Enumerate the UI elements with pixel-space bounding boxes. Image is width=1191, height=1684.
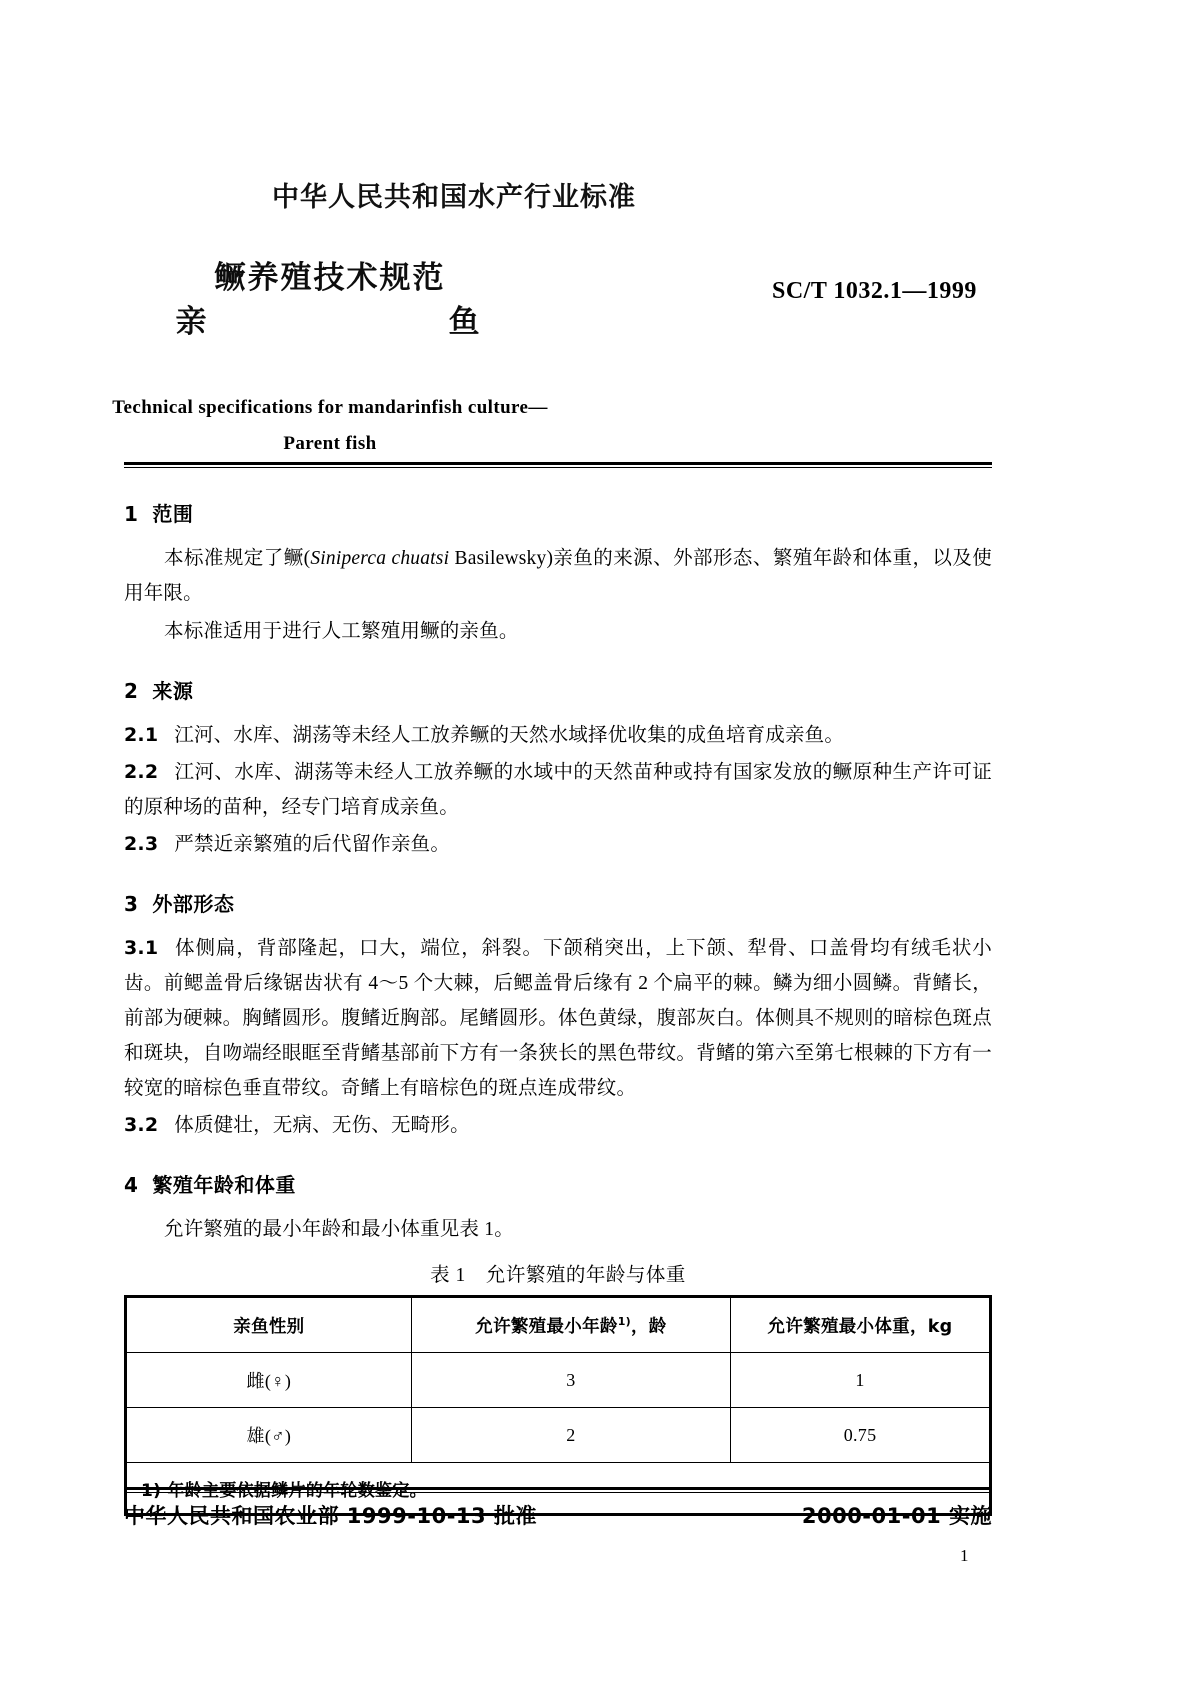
table-footnote: 1) 年龄主要依据鳞片的年轮数鉴定。	[127, 1463, 990, 1514]
table-caption	[124, 1259, 992, 1287]
section-heading-breeding	[124, 1169, 992, 1198]
scope-paragraph-1	[124, 541, 992, 611]
page-number: 1	[960, 1546, 969, 1565]
section-title-4: 繁殖年龄和体重	[152, 1173, 296, 1197]
title-row	[0, 256, 1191, 366]
table-header-min-age	[411, 1298, 730, 1353]
section-heading-morphology	[124, 888, 992, 917]
cell-sex-male: 雄(♂)	[127, 1408, 412, 1463]
clause-number-2-2: 2.2	[124, 761, 159, 783]
scope-para1-mid: Basilewsky)亲鱼的来源、外部形态、繁殖年龄和体重，以及使用年限。	[124, 548, 993, 604]
document-body	[124, 498, 992, 1516]
title-cn-line1: 鳜养殖技术规范	[214, 260, 446, 296]
section-title-1: 范围	[152, 502, 194, 526]
section-number-3: 3	[124, 892, 139, 916]
page-footer	[124, 1500, 992, 1530]
document-title-en	[0, 390, 660, 462]
footer-approval: 中华人民共和国农业部 1999-10-13 批准	[124, 1504, 537, 1528]
species-latin-name: Siniperca chuatsi	[310, 548, 450, 569]
clause-number-3-1: 3.1	[124, 937, 159, 959]
section-number-1: 1	[124, 502, 139, 526]
section-title-2: 来源	[152, 679, 194, 703]
cell-min-age-female: 3	[411, 1353, 730, 1408]
clause-text-2-3: 严禁近亲繁殖的后代留作亲鱼。	[174, 834, 451, 855]
table-row	[127, 1353, 990, 1408]
cell-min-weight-male: 0.75	[731, 1408, 990, 1463]
title-en-line1: Technical specifications for mandarinfish culture—	[112, 397, 548, 418]
table-header-min-weight: 允许繁殖最小体重，kg	[731, 1298, 990, 1353]
table-header-min-age-tail: ，龄	[630, 1316, 667, 1337]
table-caption-text: 允许繁殖的年龄与体重	[485, 1265, 686, 1286]
breeding-paragraph-1: 允许繁殖的最小年龄和最小体重见表 1。	[164, 1219, 514, 1240]
table-header-min-age-main: 允许繁殖最小年龄	[475, 1316, 618, 1337]
cell-min-weight-female: 1	[731, 1353, 990, 1408]
footer-rule	[124, 1487, 992, 1493]
clause-2-3	[124, 827, 992, 862]
clause-3-1	[124, 931, 992, 1106]
clause-text-2-2: 江河、水库、湖荡等未经人工放养鳜的水域中的天然苗种或持有国家发放的鳜原种生产许可证的原种场的苗种，经专门培育成亲鱼。	[124, 762, 992, 818]
standard-number: SC/T 1032.1—1999	[772, 278, 977, 304]
scope-para1-pre: 本标准规定了鳜(	[164, 548, 311, 569]
title-cn-line2: 亲 鱼	[175, 304, 540, 340]
clause-2-1	[124, 718, 992, 753]
table-header-footnote-marker: 1)	[617, 1314, 631, 1328]
standard-organization: 中华人民共和国水产行业标准	[272, 182, 636, 213]
clause-2-2	[124, 755, 992, 825]
clause-3-2	[124, 1108, 992, 1143]
table-header-sex: 亲鱼性别	[127, 1298, 412, 1353]
table-header-row	[127, 1298, 990, 1353]
footer-implementation: 2000-01-01 实施	[801, 1504, 992, 1528]
section-title-3: 外部形态	[152, 892, 235, 916]
breeding-age-weight-table	[126, 1297, 990, 1514]
table-row	[127, 1408, 990, 1463]
section-number-2: 2	[124, 679, 139, 703]
cell-sex-female: 雌(♀)	[127, 1353, 412, 1408]
header-rule	[124, 462, 992, 468]
title-en-line2: Parent fish	[283, 433, 377, 454]
clause-number-2-3: 2.3	[124, 833, 159, 855]
document-title-cn	[0, 256, 660, 344]
table-outer-border	[124, 1295, 992, 1516]
clause-text-2-1: 江河、水库、湖荡等未经人工放养鳜的天然水域择优收集的成鱼培育成亲鱼。	[174, 725, 845, 746]
clause-text-3-1: 体侧扁，背部隆起，口大，端位，斜裂。下颌稍突出，上下颌、犁骨、口盖骨均有绒毛状小齿。前鳃盖骨后缘锯齿状有 4～5 个大棘，后鳃盖骨后缘有 2 个扁平的棘。鳞为细小圆鳞。背鳍长，前部为硬棘。胸鳍圆形。腹鳍近胸部。尾鳍圆形。体色黄绿，腹部灰白。体侧具不规则的暗棕色斑点和斑块，自吻端经眼眶至背鳍基部前下方有一条狭长的黑色带纹。背鳍的第六至第七根棘的下方有一较宽的暗棕色垂直带纹。奇鳍上有暗棕色的斑点连成带纹。	[124, 938, 992, 1099]
clause-number-2-1: 2.1	[124, 724, 159, 746]
table-caption-number: 表 1	[430, 1265, 466, 1286]
cover-header	[0, 175, 1191, 462]
section-number-4: 4	[124, 1173, 139, 1197]
section-heading-scope	[124, 498, 992, 527]
scope-paragraph-2: 本标准适用于进行人工繁殖用鳜的亲鱼。	[164, 621, 519, 642]
section-heading-source	[124, 675, 992, 704]
clause-number-3-2: 3.2	[124, 1114, 159, 1136]
cell-min-age-male: 2	[411, 1408, 730, 1463]
clause-text-3-2: 体质健壮，无病、无伤、无畸形。	[174, 1115, 470, 1136]
